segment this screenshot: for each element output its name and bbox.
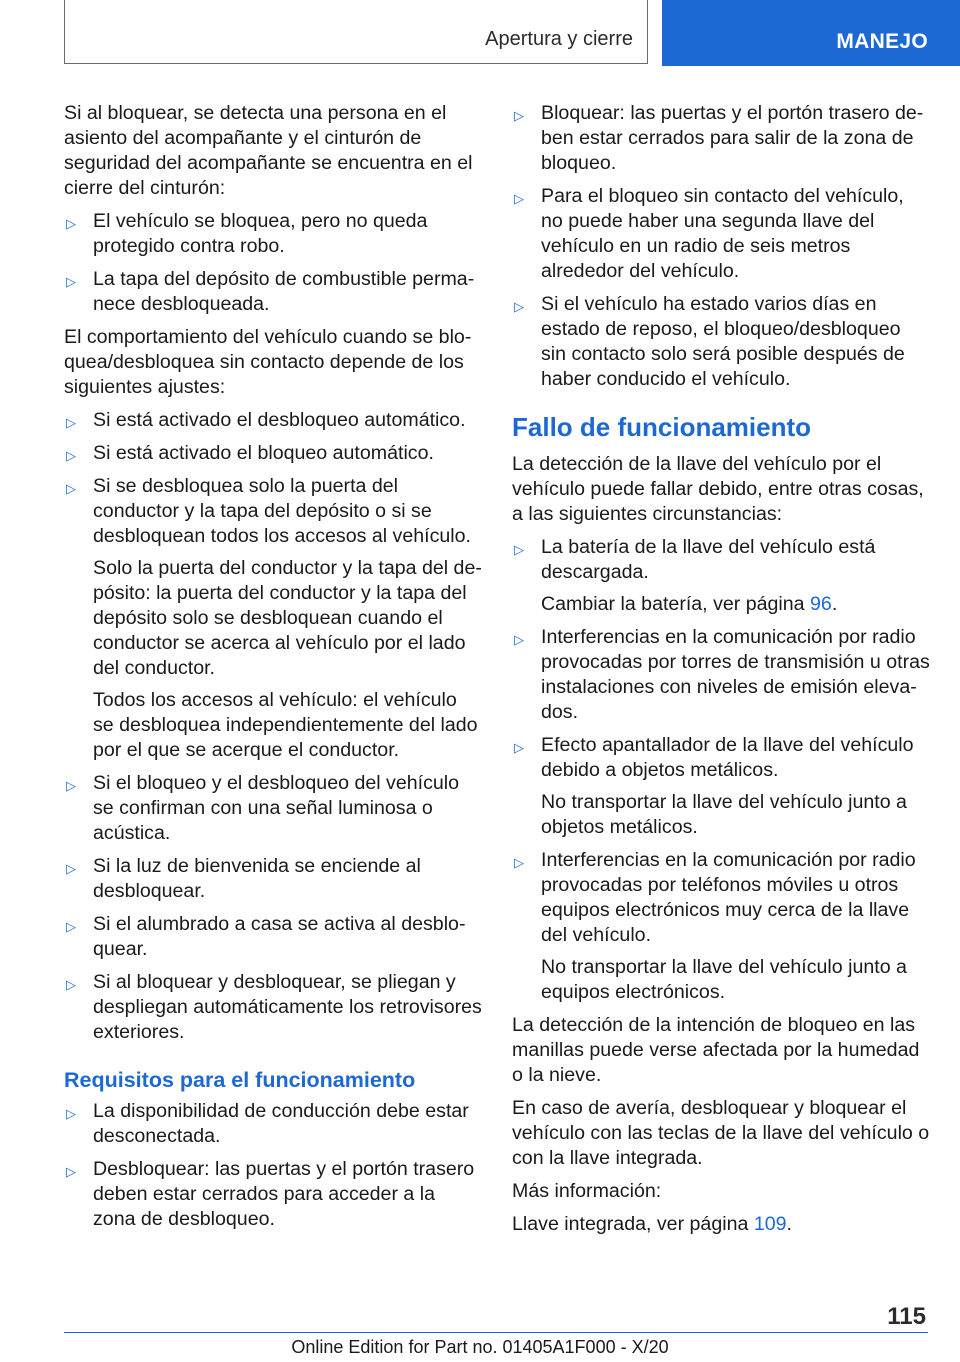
- left-column: [64, 101, 482, 1240]
- triangle-bullet-icon: ▷: [66, 448, 76, 463]
- header-section-box: [64, 0, 648, 64]
- section-heading: Fallo de funcionamiento: [512, 412, 812, 442]
- triangle-bullet-icon: ▷: [66, 216, 76, 231]
- list-item: ▷ Bloquear: las puertas y el portón trasero deben estar cerrados para salir de la zona de bloqueo.: [514, 102, 924, 174]
- chapter-title: MANEJO: [836, 30, 928, 53]
- triangle-bullet-icon: ▷: [514, 632, 524, 647]
- right-column: [512, 101, 930, 1245]
- paragraph: En caso de avería, desbloquear y bloquear el vehículo con las teclas de la llave del vehículo o con la llave integrada.: [512, 1097, 930, 1169]
- list-item: ▷ Si el alumbrado a casa se activa al desbloquear.: [66, 913, 466, 960]
- paragraph: Más información:: [512, 1180, 662, 1202]
- triangle-bullet-icon: ▷: [514, 542, 524, 557]
- page-number: 115: [887, 1303, 926, 1330]
- triangle-bullet-icon: ▷: [514, 855, 524, 870]
- list-item: ▷ Si está activado el bloqueo automático.: [64, 441, 482, 466]
- triangle-bullet-icon: ▷: [66, 778, 76, 793]
- list-item: ▷ La tapa del depósito de combustible permanece desbloqueada.: [66, 268, 475, 315]
- list-item: ▷ Efecto apantallador de la llave del vehículo debido a objetos metálicos. No transportar la llave del vehículo junto a objetos metálicos.: [512, 733, 930, 840]
- list-item: ▷ Interferencias en la comunicación por radio provocadas por teléfonos móviles u otros equipos electrónicos muy cerca de la llave del vehículo. No transportar la llave del vehículo junto a equipos electrónicos.: [512, 848, 930, 1005]
- list-item-note: Solo la puerta del conductor y la tapa del depósito: la puerta del conductor y la tapa del depósito solo se desbloquean cuando el conductor se acerca al vehículo por el lado del conductor.: [93, 557, 482, 679]
- paragraph: Llave integrada, ver página 109.: [512, 1213, 792, 1235]
- bullet-list: [64, 1099, 482, 1232]
- paragraph: El comportamiento del vehículo cuando se bloquea/desbloquea sin contacto depende de los siguientes ajustes:: [64, 326, 472, 398]
- triangle-bullet-icon: ▷: [66, 415, 76, 430]
- triangle-bullet-icon: ▷: [514, 191, 524, 206]
- triangle-bullet-icon: ▷: [66, 481, 76, 496]
- paragraph: La detección de la llave del vehículo por el vehículo puede fallar debido, entre otras cosas, a las siguientes circunstancias:: [512, 453, 924, 525]
- list-item: ▷ Si el vehículo ha estado varios días en estado de reposo, el bloqueo/desbloqueo sin contacto solo será posible después de haber conducido el vehículo.: [514, 293, 905, 390]
- triangle-bullet-icon: ▷: [66, 919, 76, 934]
- list-item: ▷ La disponibilidad de conducción debe estar desconectada.: [66, 1100, 469, 1147]
- paragraph: Si al bloquear, se detecta una persona en el asiento del acompañante y el cinturón de seguridad del acompañante se encuentra en el cierre del cinturón:: [64, 102, 473, 199]
- page-link-109[interactable]: 109: [753, 1213, 787, 1235]
- bullet-list: [512, 101, 930, 392]
- footer-divider: [64, 1332, 928, 1333]
- triangle-bullet-icon: ▷: [66, 274, 76, 289]
- triangle-bullet-icon: ▷: [514, 740, 524, 755]
- list-item: ▷ Desbloquear: las puertas y el portón trasero deben estar cerrados para acceder a la zona de desbloqueo.: [66, 1158, 475, 1230]
- page-link-96[interactable]: 96: [810, 593, 832, 615]
- triangle-bullet-icon: ▷: [66, 977, 76, 992]
- list-item: ▷ La batería de la llave del vehículo está descargada. Cambiar la batería, ver página 96.: [512, 535, 930, 617]
- footer-edition: Online Edition for Part no. 01405A1F000 - X/20: [291, 1337, 669, 1357]
- bullet-list: [64, 209, 482, 317]
- list-item: ▷ Si se desbloquea solo la puerta del conductor y la tapa del depósito o si se desbloquean todos los accesos al vehículo. Solo la puerta del conductor y la tapa del depósito: la puerta del conductor y la tapa del depósito solo se desbloquean cuando el conductor se acerca al vehículo por el lado del conductor. Todos los accesos al vehículo: el vehículo se desbloquea independientemente del lado por el que se acerque el conductor.: [66, 475, 482, 761]
- list-item: ▷ Si la luz de bienvenida se enciende al desbloquear.: [66, 855, 421, 902]
- list-item: ▷ Para el bloqueo sin contacto del vehículo, no puede haber una segunda llave del vehículo en un radio de seis metros alrededor del vehículo.: [514, 185, 904, 282]
- list-item-note: Todos los accesos al vehículo: el vehículo se desbloquea independientemente del lado por el que se acerque el conductor.: [93, 689, 478, 761]
- list-item: ▷ Si al bloquear y desbloquear, se pliegan y despliegan automáticamente los retrovisores exteriores.: [66, 971, 482, 1043]
- list-item-note: No transportar la llave del vehículo junto a objetos metálicos.: [541, 791, 907, 838]
- list-item: ▷ Interferencias en la comunicación por radio provocadas por torres de transmisión u otras instalaciones con niveles de emisión elevados.: [514, 626, 930, 723]
- list-item: ▷ El vehículo se bloquea, pero no queda protegido contra robo.: [66, 210, 428, 257]
- chapter-tab[interactable]: [662, 0, 960, 66]
- bullet-list: [512, 535, 930, 1005]
- triangle-bullet-icon: ▷: [66, 861, 76, 876]
- list-item: ▷ Si el bloqueo y el desbloqueo del vehículo se confirman con una señal luminosa o acústica.: [66, 772, 460, 844]
- list-item-note: Cambiar la batería, ver página 96.: [541, 593, 838, 615]
- paragraph: La detección de la intención de bloqueo en las manillas puede verse afectada por la humedad o la nieve.: [512, 1014, 920, 1086]
- section-heading: Requisitos para el funcionamiento: [64, 1068, 416, 1092]
- list-item: ▷ Si está activado el desbloqueo automático.: [64, 408, 482, 433]
- triangle-bullet-icon: ▷: [514, 108, 524, 123]
- list-item-note: No transportar la llave del vehículo junto a equipos electrónicos.: [541, 956, 907, 1003]
- section-title: Apertura y cierre: [485, 28, 633, 50]
- triangle-bullet-icon: ▷: [66, 1106, 76, 1121]
- page-header: [0, 0, 960, 66]
- bullet-list: [64, 408, 482, 1045]
- triangle-bullet-icon: ▷: [514, 299, 524, 314]
- triangle-bullet-icon: ▷: [66, 1164, 76, 1179]
